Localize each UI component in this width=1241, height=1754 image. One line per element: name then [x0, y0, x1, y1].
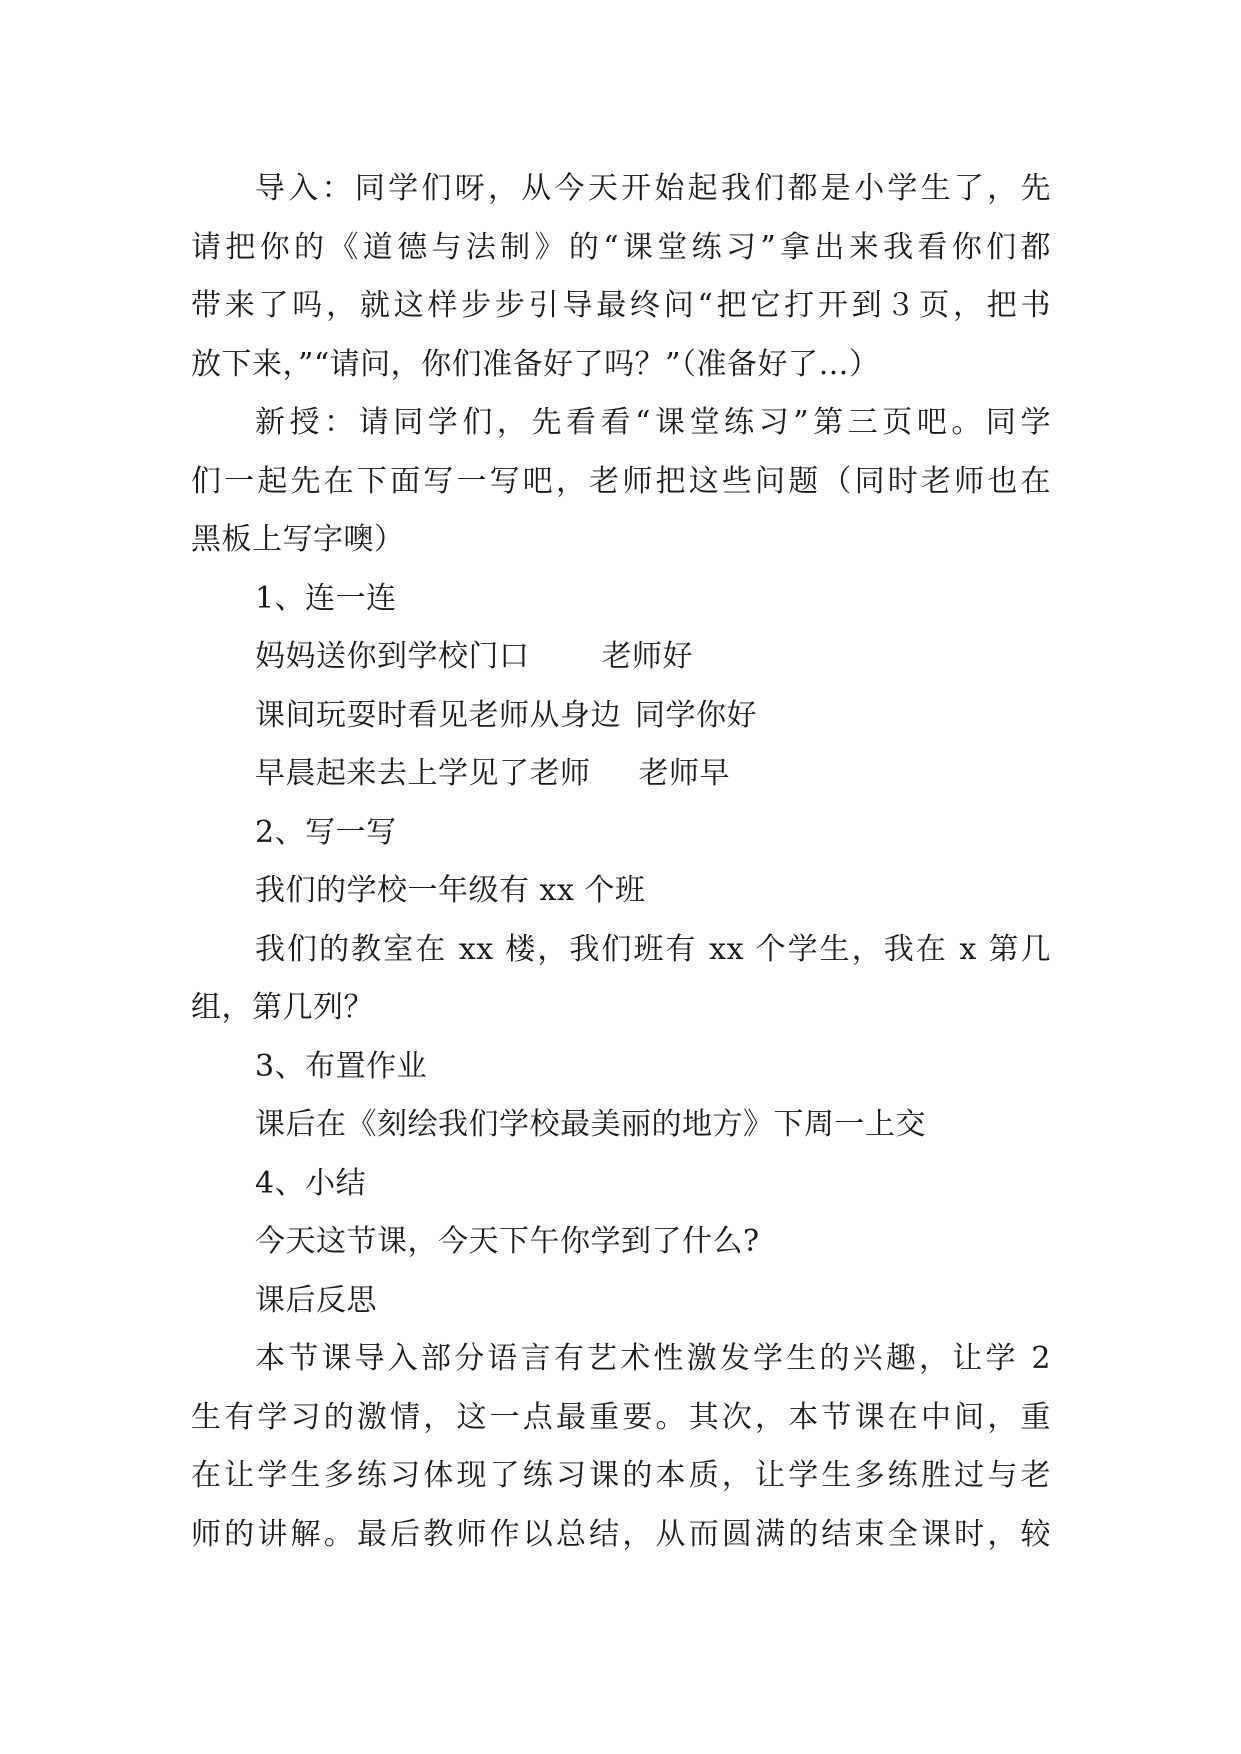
section-heading: 2、写一写 — [255, 814, 397, 850]
matching-left: 早晨起来去上学见了老师 — [255, 756, 591, 791]
matching-row — [191, 687, 1051, 746]
paragraph-line: 师的讲解。最后教师作以总结，从而圆满的结束全课时，较 — [191, 1516, 1051, 1552]
matching-row — [191, 628, 1051, 687]
section-heading: 4、小结 — [255, 1165, 367, 1201]
matching-right: 老师好 — [601, 639, 693, 674]
matching-left: 妈妈送你到学校门口 — [255, 639, 530, 674]
paragraph-line: 导入：同学们呀，从今天开始起我们都是小学生了，先 — [255, 171, 1051, 206]
section-heading: 1、连一连 — [255, 580, 397, 616]
paragraph-line: 带来了吗，就这样步步引导最终问“把它打开到３页，把书 — [191, 288, 1051, 323]
paragraph-line: 我们的学校一年级有 xx 个班 — [255, 873, 646, 908]
paragraph-line: 今天这节课，今天下午你学到了什么? — [255, 1224, 760, 1259]
paragraph-line: 放下来，”“请问，你们准备好了吗？”（准备好了…） — [191, 346, 880, 382]
paragraph-line: 生有学习的激情，这一点最重要。其次，本节课在中间，重 — [191, 1399, 1051, 1435]
paragraph-line: 新授：请同学们，先看看“课堂练习”第三页吧。同学 — [255, 405, 1051, 440]
paragraph-line: 黑板上写字噢） — [191, 522, 405, 557]
paragraph-line: 本节课导入部分语言有艺术性激发学生的兴趣，让学 2 — [255, 1341, 1051, 1376]
paragraph-line: 组，第几列？ — [191, 990, 374, 1025]
paragraph-line: 在让学生多练习体现了练习课的本质，让学生多练胜过与老 — [191, 1458, 1051, 1493]
matching-left: 课间玩耍时看见老师从身边 — [255, 697, 621, 733]
paragraph-line: 们一起先在下面写一写吧，老师把这些问题（同时老师也在 — [191, 463, 1051, 499]
paragraph-line: 课后在《刻绘我们学校最美丽的地方》下周一上交 — [255, 1107, 926, 1142]
section-heading: 3、布置作业 — [255, 1048, 428, 1084]
matching-right: 老师早 — [638, 756, 730, 791]
matching-right: 同学你好 — [635, 697, 757, 733]
section-heading: 课后反思 — [255, 1282, 377, 1318]
paragraph-line: 我们的教室在 xx 楼，我们班有 xx 个学生，我在 x 第几 — [255, 931, 1051, 967]
matching-row — [191, 745, 1051, 804]
document-body — [191, 160, 1051, 1564]
paragraph-line: 请把你的《道德与法制》的“课堂练习”拿出来我看你们都 — [191, 229, 1051, 265]
